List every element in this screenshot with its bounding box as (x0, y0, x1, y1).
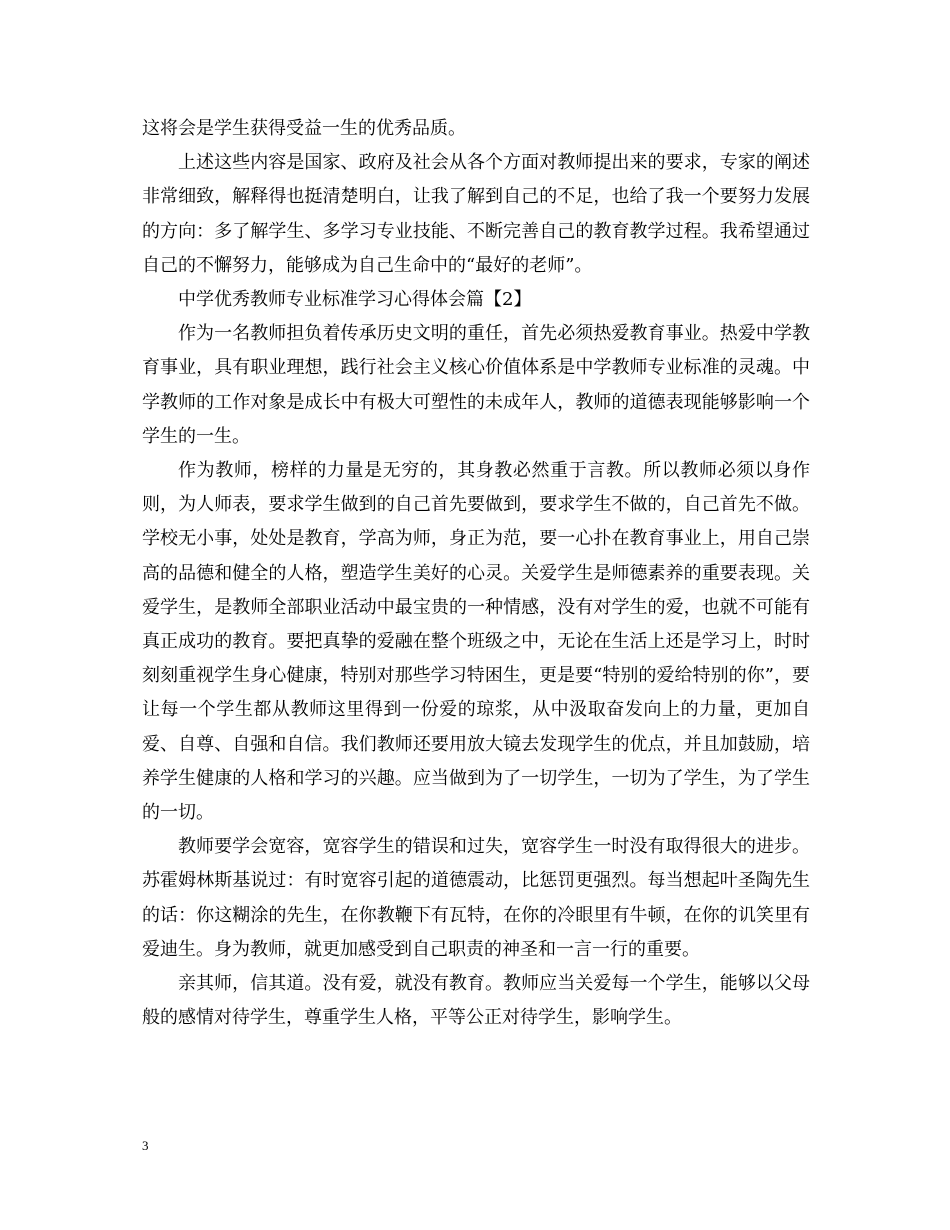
paragraph-2: 上述这些内容是国家、政府及社会从各个方面对教师提出来的要求，专家的阐述非常细致，解释得也挺清楚明白，让我了解到自己的不足，也给了我一个要努力发展的方向：多了解学生、多学习专业技能、不断完善自己的教育教学过程。我希望通过自己的不懈努力，能够成为自己生命中的“最好的老师”。 (142, 152, 810, 276)
paragraph-5: 教师要学会宽容，宽容学生的错误和过失，宽容学生一时没有取得很大的进步。苏霍姆林斯基说过：有时宽容引起的道德震动，比惩罚更强烈。每当想起叶圣陶先生的话：你这糊涂的先生，在你教鞭下有瓦特，在你的冷眼里有牛顿，在你的讥笑里有爱迪生。身为教师，就更加感受到自己职责的神圣和一言一行的重要。 (142, 836, 810, 960)
paragraph-3: 作为一名教师担负着传承历史文明的重任，首先必须热爱教育事业。热爱中学教育事业，具有职业理想，践行社会主义核心价值体系是中学教师专业标准的灵魂。中学教师的工作对象是成长中有极大可塑性的未成年人，教师的道德表现能够影响一个学生的一生。 (142, 323, 810, 447)
section-heading: 中学优秀教师专业标准学习心得体会篇【2】 (178, 289, 532, 311)
page-number: 3 (142, 1138, 149, 1153)
paragraph-4: 作为教师，榜样的力量是无穷的，其身教必然重于言教。所以教师必须以身作则，为人师表，要求学生做到的自己首先要做到，要求学生不做的，自己首先不做。学校无小事，处处是教育，学高为师，身正为范，要一心扑在教育事业上，用自己崇高的品德和健全的人格，塑造学生美好的心灵。关爱学生是师德素养的重要表现。关爱学生，是教师全部职业活动中最宝贵的一种情感，没有对学生的爱，也就不可能有真正成功的教育。要把真挚的爱融在整个班级之中，无论在生活上还是学习上，时时刻刻重视学生身心健康，特别对那些学习特困生，更是要“特别的爱给特别的你”，要让每一个学生都从教师这里得到一份爱的琼浆，从中汲取奋发向上的力量，更加自爱、自尊、自强和自信。我们教师还要用放大镜去发现学生的优点，并且加鼓励，培养学生健康的人格和学习的兴趣。应当做到为了一切学生，一切为了学生，为了学生的一切。 (142, 460, 810, 824)
paragraph-6: 亲其师，信其道。没有爱，就没有教育。教师应当关爱每一个学生，能够以父母般的感情对待学生，尊重学生人格，平等公正对待学生，影响学生。 (142, 973, 810, 1029)
paragraph-1: 这将会是学生获得受益一生的优秀品质。 (142, 118, 466, 139)
document-body (142, 112, 810, 1035)
